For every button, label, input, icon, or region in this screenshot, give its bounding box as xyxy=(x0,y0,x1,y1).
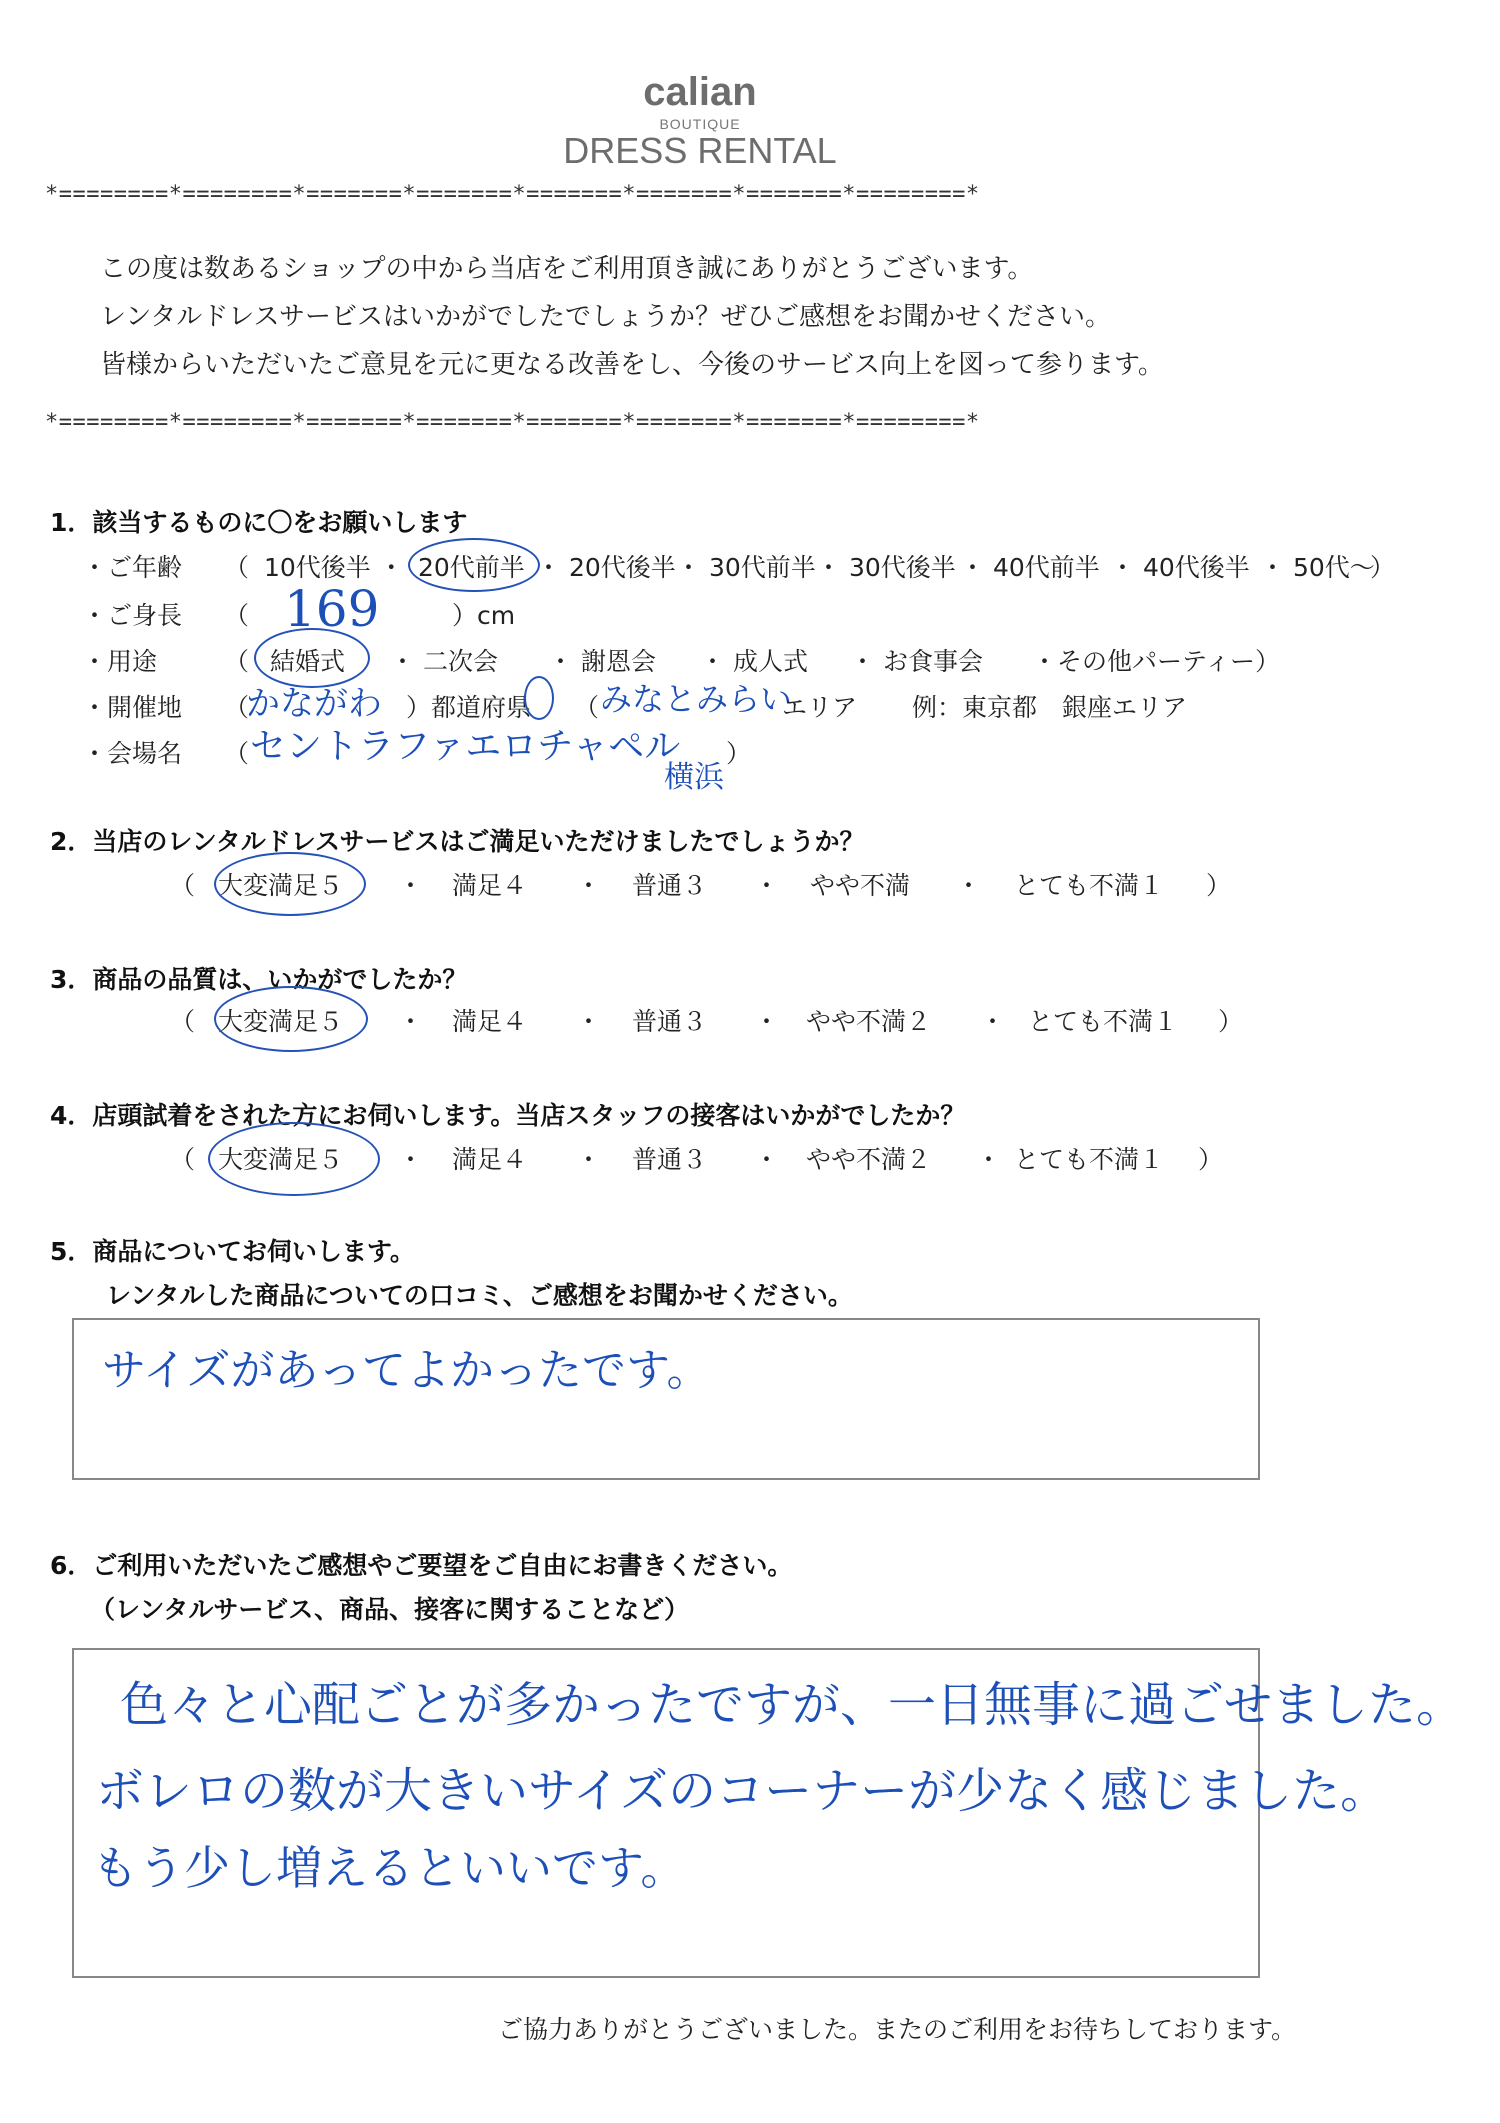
area-example: 例：東京都 銀座エリア xyxy=(912,693,1188,722)
q3-sep-2: ・ xyxy=(576,1007,602,1036)
prefecture-value[interactable]: かながわ xyxy=(246,684,382,724)
q3-sep-4: ・ xyxy=(980,1007,1006,1036)
divider-bottom: *========*========*=======*=======*=======*=======*=======*========* xyxy=(45,410,980,435)
q3-option-very-unsatisfied[interactable]: とても不満１ xyxy=(1028,1007,1179,1036)
age-open: （ xyxy=(224,553,250,582)
q4-option-slightly-unsatisfied[interactable]: やや不満２ xyxy=(806,1145,932,1174)
purpose-option-thanks-party[interactable]: ・ 謝恩会 xyxy=(548,647,656,676)
q6-title: 6．ご利用いただいたご感想やご要望をご自由にお書きください。 xyxy=(50,1551,793,1580)
q2-option-very-unsatisfied[interactable]: とても不満１ xyxy=(1014,871,1165,900)
q5-answer[interactable]: サイズがあってよかったです。 xyxy=(102,1345,711,1396)
purpose-option-coming-of-age[interactable]: ・ 成人式 xyxy=(700,647,808,676)
q4-option-very-satisfied[interactable]: 大変満足５ xyxy=(218,1145,344,1174)
q2-title: 2．当店のレンタルドレスサービスはご満足いただけましたでしょうか？ xyxy=(50,827,865,856)
q2-close: ） xyxy=(1206,871,1232,900)
q4-title: 4．店頭試着をされた方にお伺いします。当店スタッフの接客はいかがでしたか？ xyxy=(50,1101,966,1130)
footer-thanks: ご協力ありがとうございました。またのご利用をお待ちしております。 xyxy=(498,2015,1297,2044)
age-option-50s[interactable]: ・ 50代～ xyxy=(1260,553,1375,582)
q4-option-satisfied[interactable]: 満足４ xyxy=(452,1145,528,1174)
height-unit: ）cm xyxy=(452,601,516,630)
purpose-open: （ xyxy=(224,647,250,676)
q2-sep-2: ・ xyxy=(576,871,602,900)
q6-subtitle: （レンタルサービス、商品、接客に関することなど） xyxy=(90,1595,690,1624)
q2-option-satisfied[interactable]: 満足４ xyxy=(452,871,528,900)
q4-sep-2: ・ xyxy=(576,1145,602,1174)
service-title: DRESS RENTAL xyxy=(563,130,837,171)
q6-answer-line-2[interactable]: ボレロの数が大きいサイズのコーナーが少なく感じました。 xyxy=(96,1763,1389,1819)
brand-sub: BOUTIQUE xyxy=(659,116,741,132)
purpose-option-other[interactable]: ・その他パーティー） xyxy=(1032,647,1281,676)
intro-line-1: この度は数あるショップの中から当店をご利用頂き誠にありがとうございます。 xyxy=(100,254,1034,284)
age-option-20s-early[interactable]: 20代前半 xyxy=(418,553,525,582)
q3-close: ） xyxy=(1218,1007,1244,1036)
venue-area-open: （ xyxy=(224,693,250,722)
q3-title: 3．商品の品質は、いかがでしたか？ xyxy=(50,965,468,994)
height-value[interactable]: 169 xyxy=(284,580,380,638)
venue-name-open: （ xyxy=(224,739,250,768)
prefecture-selected-oval xyxy=(524,676,554,720)
q3-open: （ xyxy=(170,1007,196,1036)
area-value[interactable]: みなとみらい xyxy=(600,680,793,718)
q4-option-very-unsatisfied[interactable]: とても不満１ xyxy=(1014,1145,1165,1174)
q2-sep-1: ・ xyxy=(398,871,424,900)
q2-option-neutral[interactable]: 普通３ xyxy=(632,871,708,900)
brand-logo: calian xyxy=(643,70,757,114)
age-option-30s-early[interactable]: ・ 30代前半 xyxy=(676,553,816,582)
venue-name-close: ） xyxy=(726,739,752,768)
q4-open: （ xyxy=(170,1145,196,1174)
age-option-20s-late[interactable]: ・ 20代後半 xyxy=(536,553,676,582)
divider-top: *========*========*=======*=======*=======*=======*=======*========* xyxy=(45,182,980,207)
q3-option-very-satisfied[interactable]: 大変満足５ xyxy=(218,1007,344,1036)
q3-sep-1: ・ xyxy=(398,1007,424,1036)
q3-selected-oval xyxy=(214,986,368,1052)
q4-sep-4: ・ xyxy=(976,1145,1002,1174)
age-option-40s-late[interactable]: ・ 40代後半 xyxy=(1110,553,1250,582)
venue-name-label: ・会場名 xyxy=(82,739,183,768)
intro-line-3: 皆様からいただいたご意見を元に更なる改善をし、今後のサービス向上を図って参ります。 xyxy=(100,350,1164,380)
age-label: ・ご年齢 xyxy=(82,553,183,582)
q3-sep-3: ・ xyxy=(754,1007,780,1036)
q2-option-very-satisfied[interactable]: 大変満足５ xyxy=(218,871,344,900)
prefecture-label: ）都道府県 xyxy=(406,693,532,722)
venue-name-value-2[interactable]: 横浜 xyxy=(664,760,724,795)
venue-area-label: ・開催地 xyxy=(82,693,183,722)
q6-answer-line-3[interactable]: もう少し増えるといいです。 xyxy=(92,1841,687,1895)
q4-sep-3: ・ xyxy=(754,1145,780,1174)
q6-answer-line-1[interactable]: 色々と心配ごとが多かったですが、一日無事に過ごせました。 xyxy=(120,1677,1465,1733)
q3-option-satisfied[interactable]: 満足４ xyxy=(452,1007,528,1036)
q1-title: 1．該当するものに〇をお願いします xyxy=(50,508,468,537)
q2-sep-4: ・ xyxy=(956,871,982,900)
purpose-option-dinner[interactable]: ・ お食事会 xyxy=(850,647,983,676)
height-label: ・ご身長 xyxy=(82,601,183,630)
q2-open: （ xyxy=(170,871,196,900)
age-option-10s-late[interactable]: 10代後半 ・ xyxy=(264,553,404,582)
purpose-option-afterparty[interactable]: ・ 二次会 xyxy=(390,647,498,676)
q4-sep-1: ・ xyxy=(398,1145,424,1174)
intro-line-2: レンタルドレスサービスはいかがでしたでしょうか？ぜひご感想をお聞かせください。 xyxy=(100,302,1112,332)
age-close: ） xyxy=(1370,553,1396,582)
q4-selected-oval xyxy=(208,1122,380,1196)
age-option-30s-late[interactable]: ・ 30代後半 xyxy=(816,553,956,582)
q5-title: 5．商品についてお伺いします。 xyxy=(50,1237,415,1266)
q2-sep-3: ・ xyxy=(754,871,780,900)
height-open: （ xyxy=(224,601,250,630)
purpose-option-wedding[interactable]: 結婚式 xyxy=(270,647,346,676)
q2-option-slightly-unsatisfied[interactable]: やや不満 xyxy=(810,871,911,900)
purpose-label: ・用途 xyxy=(82,647,158,676)
q2-selected-oval xyxy=(214,852,366,916)
area-label: エリア xyxy=(782,693,858,722)
q4-option-neutral[interactable]: 普通３ xyxy=(632,1145,708,1174)
area-open: （ xyxy=(574,693,600,722)
age-selected-oval xyxy=(408,538,540,592)
age-option-40s-early[interactable]: ・ 40代前半 xyxy=(960,553,1100,582)
q3-option-neutral[interactable]: 普通３ xyxy=(632,1007,708,1036)
q4-close: ） xyxy=(1198,1145,1224,1174)
venue-name-value[interactable]: セントラファエロチャペル xyxy=(250,726,681,767)
q3-option-slightly-unsatisfied[interactable]: やや不満２ xyxy=(806,1007,932,1036)
q5-subtitle: レンタルした商品についての口コミ、ご感想をお聞かせください。 xyxy=(106,1281,853,1310)
